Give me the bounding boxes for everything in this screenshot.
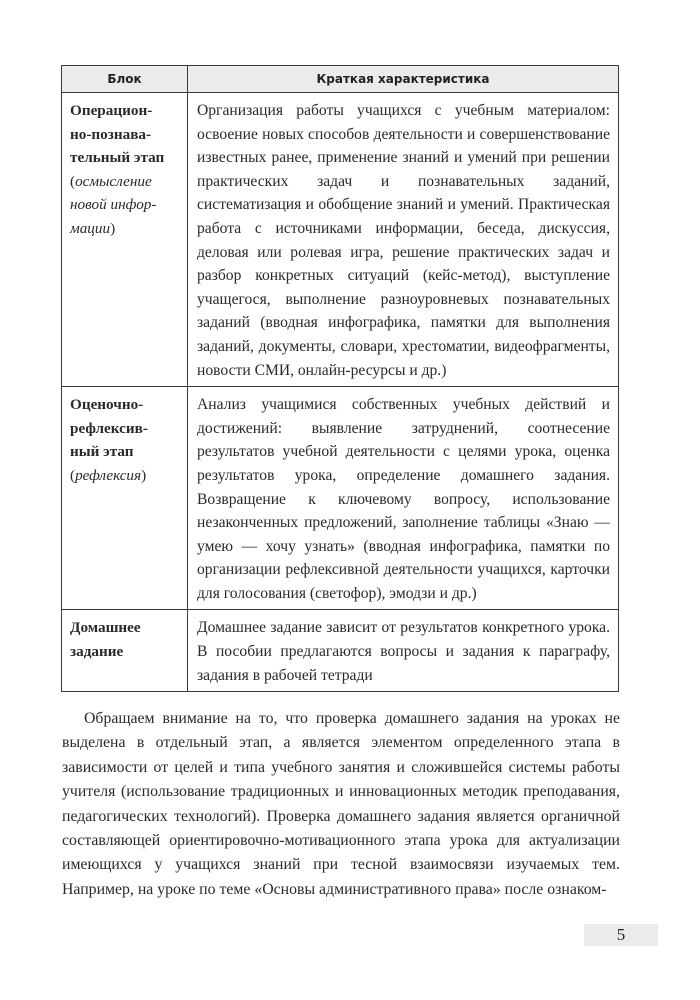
block-title-line: Операцион- <box>70 102 153 119</box>
block-subtitle: (осмысление новой инфор-мации) <box>70 172 157 237</box>
block-title-line: Домашнее <box>70 619 141 637</box>
body-paragraph: Обращаем внимание на то, что проверка домашнего задания на уроках не выделена в отдельный этап, а является элементом определенного этапа в зависимости от целей и типа учебного занятия и сложившейся системы работы учителя (использование традиционных и инновационных методик преподавания, педагогических технологий). Проверка домашнего задания является органичной составляющей ориентировочно-мотивационного этапа урока для актуализации имеющихся у учащихся знаний при тесной взаимосвязи изучаемых тем. Например, на уроке по теме «Основы административного права» после ознаком- <box>62 710 620 898</box>
table-row <box>62 93 619 387</box>
block-title-line: но-познава- <box>70 125 152 143</box>
header-description: Краткая характеристика <box>188 66 619 93</box>
table-row <box>62 387 619 610</box>
block-title-line: тельный этап <box>70 149 165 166</box>
table-row <box>62 610 619 692</box>
block-title-line: рефлексив- <box>70 419 148 437</box>
description-cell: Организация работы учащихся с учебным материалом: освоение новых способов деятельности и совершенствование известных ранее, применение знаний и умений при решении практических задач и познавательных заданий, систематизация и обобщение знаний и умений. Практическая работа с источниками информации, беседа, дискуссия, деловая или ролевая игра, решение практических задач и разбор конкретных ситуаций (кейс-метод), выступление учащегося, выполнение разноуровневых познавательных заданий (вводная инфографика, памятки для выполнения заданий, документы, словари, хрестоматии, видеофрагменты, новости СМИ, онлайн-ресурсы и др.) <box>188 93 619 387</box>
block-cell <box>62 610 188 692</box>
description-cell: Домашнее задание зависит от результатов конкретного урока. В пособии предлагаются вопросы и задания к параграфу, задания в рабочей тетради <box>188 610 619 692</box>
table-header-row <box>62 66 619 93</box>
description-cell: Анализ учащимися собственных учебных действий и достижений: выявление затруднений, соотнесение результатов учебной деятельности с целями урока, оценка результатов урока, определение домашнего задания. Возвращение к ключевому вопросу, использование незаконченных предложений, заполнение таблицы «Знаю — умею — хочу узнать» (вводная инфографика, памятки по организации рефлексивной деятельности учащихся, карточки для голосования (светофор), эмодзи и др.) <box>188 387 619 610</box>
block-cell <box>62 387 188 610</box>
block-title-line: Оценочно- <box>70 396 144 414</box>
block-title-line: ный этап <box>70 443 134 461</box>
block-subtitle: (рефлексия) <box>70 466 147 484</box>
header-block: Блок <box>62 66 188 93</box>
lesson-stages-table <box>61 65 619 692</box>
block-subtitle-italic: осмысление новой инфор-мации <box>70 172 157 237</box>
block-cell <box>62 93 188 387</box>
block-subtitle-italic: рефлексия <box>75 466 142 484</box>
page-number: 5 <box>584 924 658 946</box>
block-title-line: задание <box>70 642 124 660</box>
